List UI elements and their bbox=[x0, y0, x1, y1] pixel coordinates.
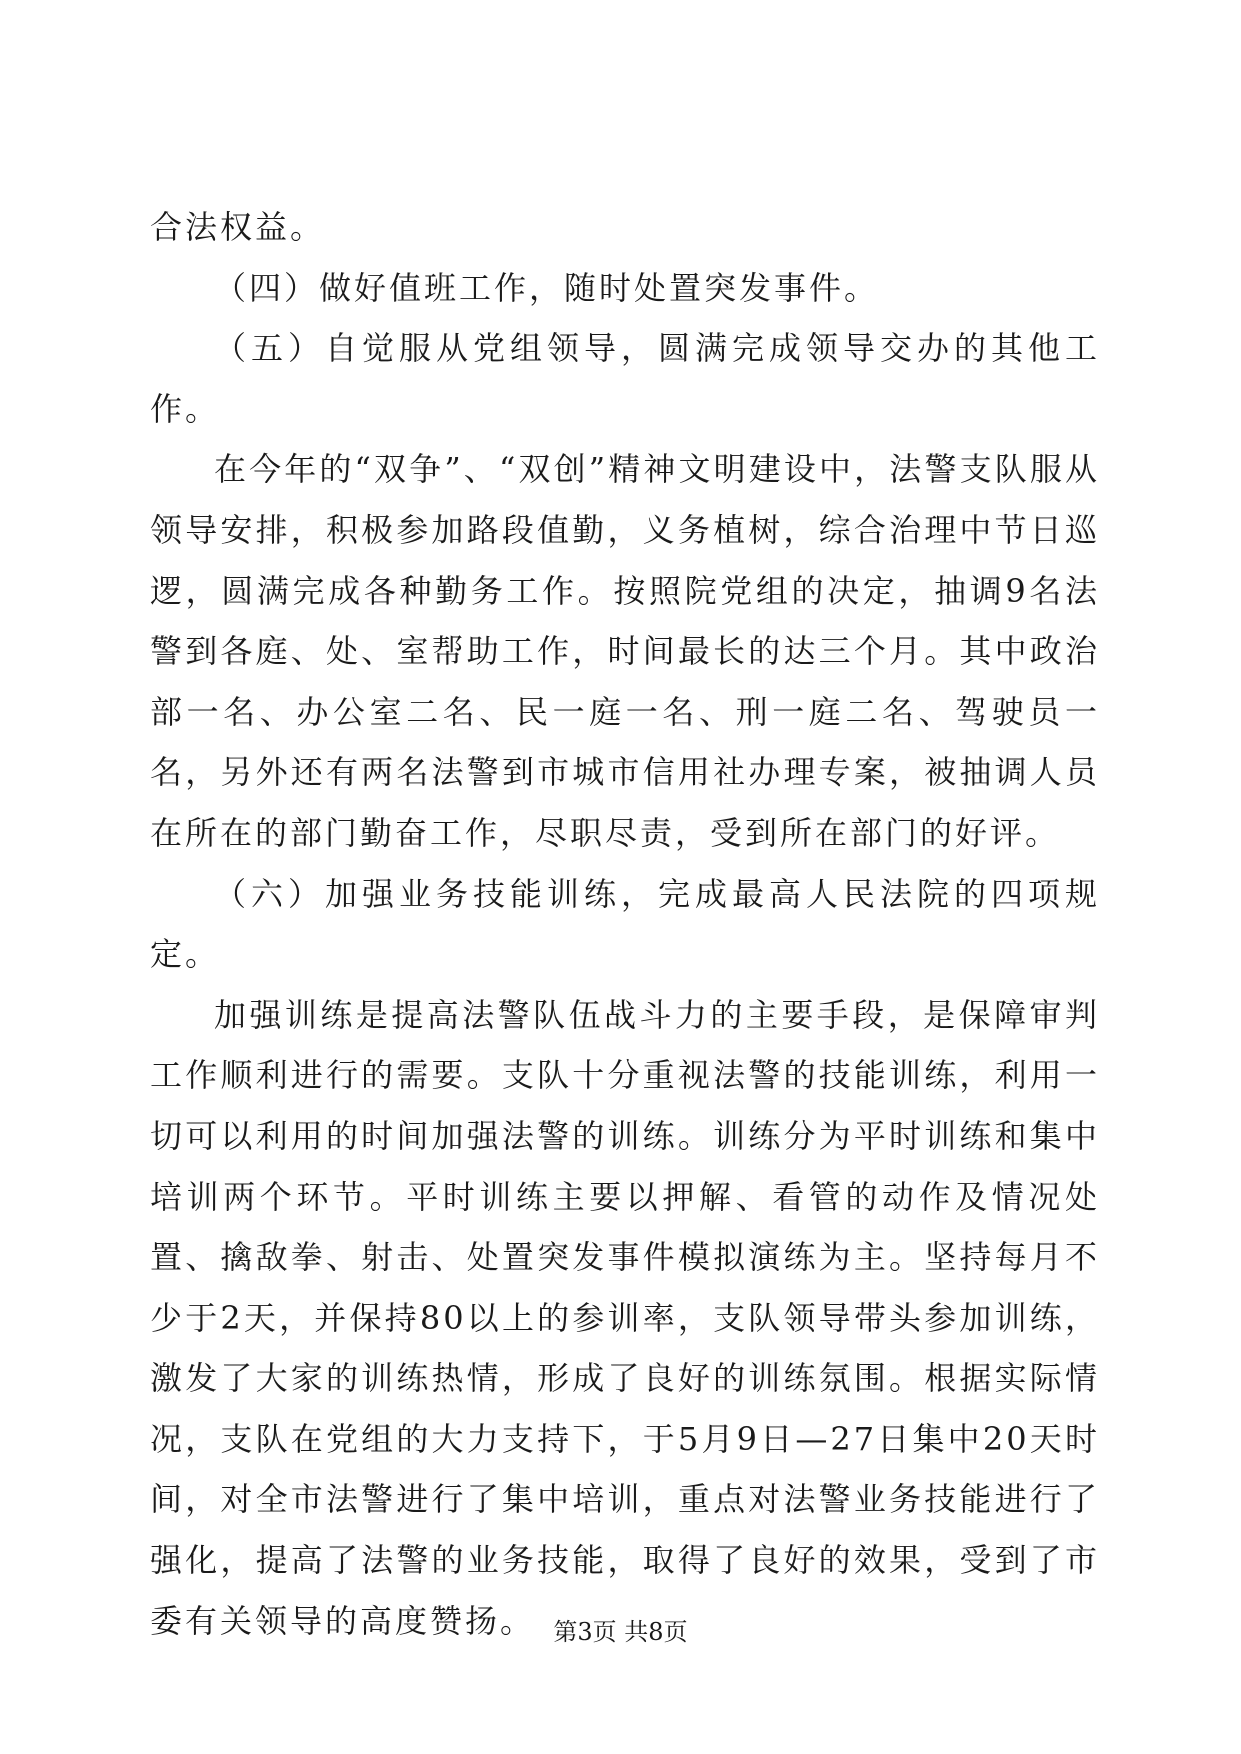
paragraph-training: 加强训练是提高法警队伍战斗力的主要手段，是保障审判工作顺利进行的需要。支队十分重视法警的技能训练，利用一切可以利用的时间加强法警的训练。训练分为平时训练和集中培训两个环节。平时训练主要以押解、看管的动作及情况处置、擒敌拳、射击、处置突发事件模拟演练为主。坚持每月不少于2天，并保持80以上的参训率，支队领导带头参加训练，激发了大家的训练热情，形成了良好的训练氛围。根据实际情况，支队在党组的大力支持下，于5月9日—27日集中20天时间，对全市法警进行了集中培训，重点对法警业务技能进行了强化，提高了法警的业务技能，取得了良好的效果，受到了市委有关领导的高度赞扬。 bbox=[150, 995, 1100, 1640]
paragraph-item-five: （五）自觉服从党组领导，圆满完成领导交办的其他工作。 bbox=[150, 329, 1100, 428]
document-body bbox=[150, 197, 1100, 1651]
paragraph-item-four: （四）做好值班工作，随时处置突发事件。 bbox=[214, 268, 880, 307]
paragraph-continuation: 合法权益。 bbox=[150, 208, 326, 246]
page-number-footer: 第3页 共8页 bbox=[553, 1618, 688, 1646]
paragraph-civilization-building: 在今年的“双争”、“双创”精神文明建设中，法警支队服从领导安排，积极参加路段值勤，义务植树，综合治理中节日巡逻，圆满完成各种勤务工作。按照院党组的决定，抽调9名法警到各庭、处、室帮助工作，时间最长的达三个月。其中政治部一名、办公室二名、民一庭一名、刑一庭二名、驾驶员一名，另外还有两名法警到市城市信用社办理专案，被抽调人员在所在的部门勤奋工作，尽职尽责，受到所在部门的好评。 bbox=[150, 450, 1100, 852]
paragraph-item-six: （六）加强业务技能训练，完成最高人民法院的四项规定。 bbox=[150, 874, 1100, 974]
